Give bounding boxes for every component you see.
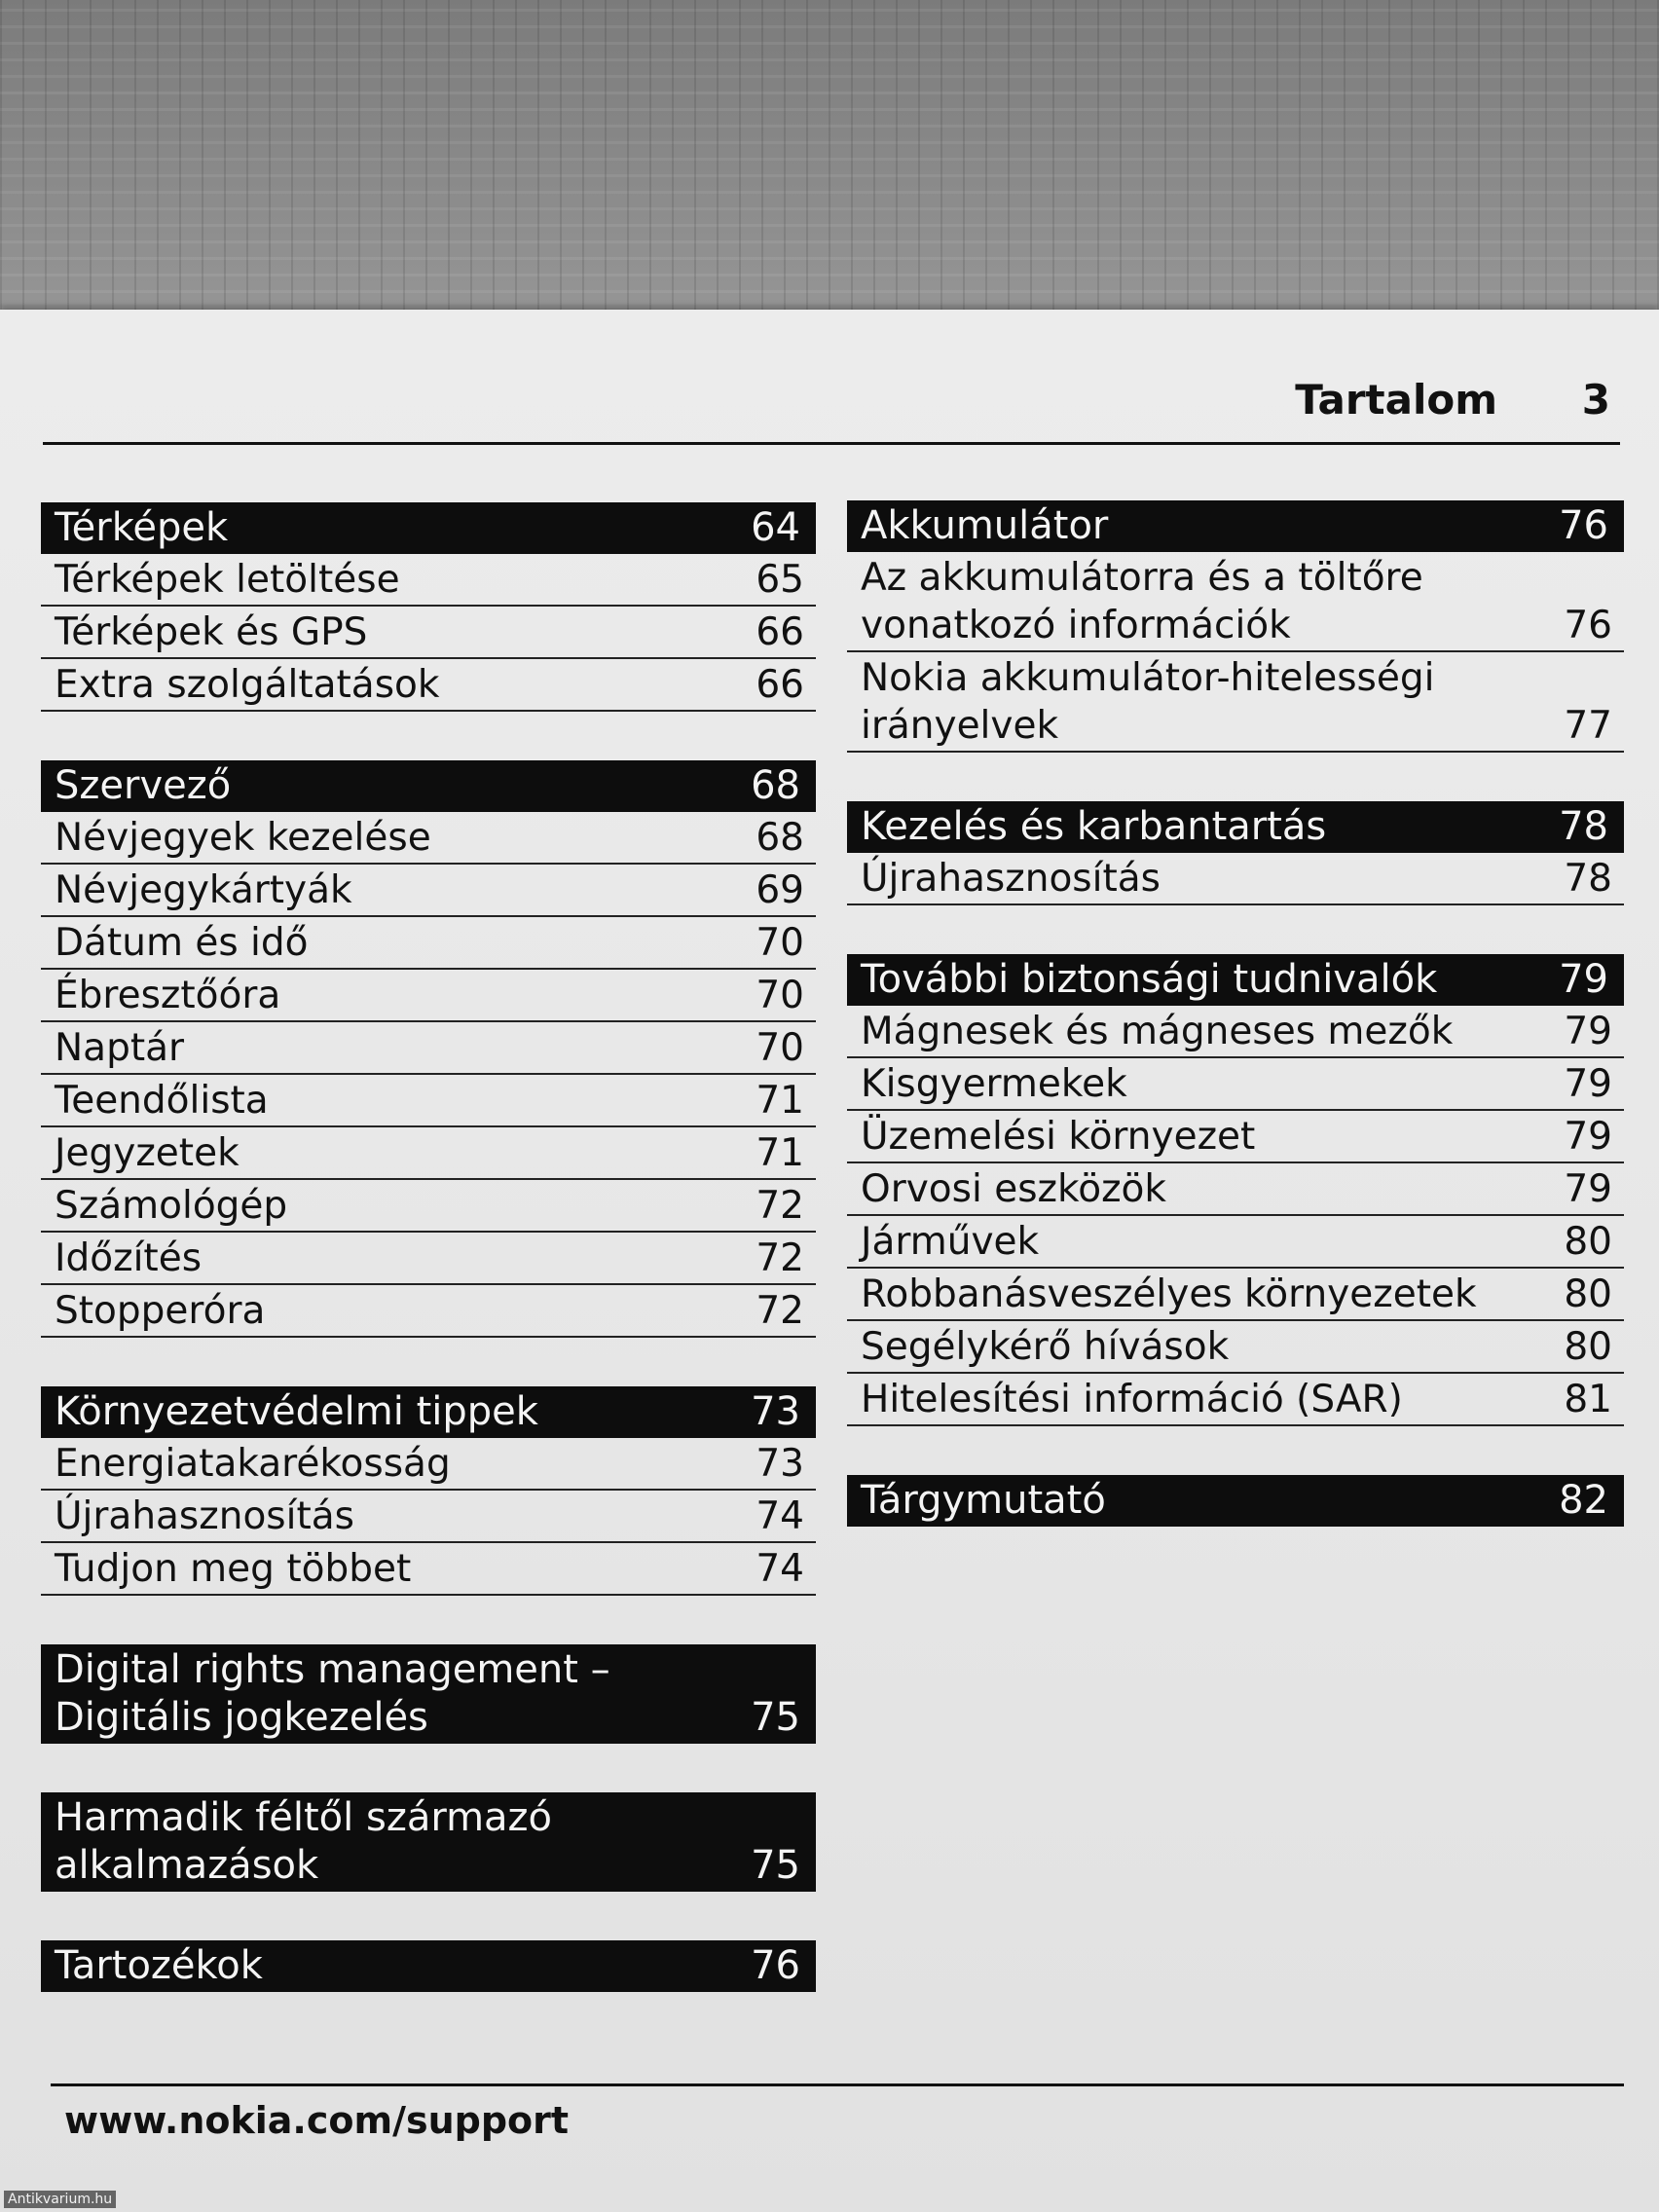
section-title: Kezelés és karbantartás [861, 804, 1327, 849]
toc-item-label: Névjegyek kezelése [55, 816, 431, 860]
toc-item-label: Energiatakarékosság [55, 1442, 451, 1486]
toc-item-label: Számológép [55, 1184, 288, 1228]
toc-item-label: Újrahasznosítás [861, 857, 1161, 901]
toc-item[interactable] [41, 1127, 816, 1180]
section-page: 79 [1559, 957, 1608, 1002]
toc-item-page: 77 [1564, 704, 1612, 748]
toc-item-label: Az akkumulátorra és a töltőre vonatkozó információk [861, 556, 1423, 647]
toc-section [847, 1475, 1624, 1527]
toc-item[interactable] [847, 1269, 1624, 1321]
toc-item[interactable] [847, 1216, 1624, 1269]
toc-item-label: Orvosi eszközök [861, 1167, 1166, 1211]
toc-section-header[interactable] [41, 760, 816, 812]
toc-item-page: 70 [756, 1026, 804, 1070]
toc-item[interactable] [847, 552, 1624, 652]
toc-item-page: 66 [756, 610, 804, 654]
toc-item[interactable] [41, 1543, 816, 1596]
section-page: 68 [751, 763, 800, 808]
toc-item-page: 78 [1564, 857, 1612, 901]
toc-item-label: Hitelesítési információ (SAR) [861, 1378, 1403, 1421]
toc-item[interactable] [41, 1233, 816, 1285]
section-title: Harmadik féltől származó alkalmazások [55, 1795, 553, 1888]
toc-item-label: Térképek letöltése [55, 558, 400, 602]
toc-item-page: 74 [756, 1547, 804, 1591]
toc-section-header[interactable] [847, 801, 1624, 853]
section-page: 73 [751, 1389, 800, 1434]
toc-item-page: 71 [756, 1131, 804, 1175]
toc-item-label: Ébresztőóra [55, 974, 281, 1017]
toc-section-header[interactable] [41, 1792, 816, 1892]
toc-item[interactable] [41, 659, 816, 712]
toc-section [41, 1940, 816, 1992]
toc-section [847, 801, 1624, 905]
toc-item-label: Kisgyermekek [861, 1062, 1127, 1106]
toc-section [41, 1386, 816, 1596]
toc-item-label: Üzemelési környezet [861, 1115, 1256, 1159]
toc-item-page: 80 [1564, 1325, 1612, 1369]
toc-item-page: 79 [1564, 1115, 1612, 1159]
toc-item[interactable] [847, 1058, 1624, 1111]
toc-item-label: Mágnesek és mágneses mezők [861, 1010, 1454, 1053]
footer-divider [51, 2083, 1624, 2086]
toc-item-page: 70 [756, 921, 804, 965]
header-title: Tartalom [1295, 376, 1497, 424]
toc-item-page: 70 [756, 974, 804, 1017]
toc-section [41, 760, 816, 1338]
toc-item[interactable] [41, 1491, 816, 1543]
toc-item-label: Nokia akkumulátor-hitelességi irányelvek [861, 656, 1435, 748]
page-header [43, 368, 1620, 445]
toc-section [41, 1792, 816, 1892]
toc-item-page: 66 [756, 663, 804, 707]
toc-item-page: 68 [756, 816, 804, 860]
toc-item[interactable] [847, 1374, 1624, 1426]
toc-item-page: 72 [756, 1184, 804, 1228]
toc-item-label: Teendőlista [55, 1079, 269, 1123]
toc-item[interactable] [41, 1438, 816, 1491]
toc-item-label: Jegyzetek [55, 1131, 240, 1175]
toc-item-page: 81 [1564, 1378, 1612, 1421]
toc-item[interactable] [41, 812, 816, 865]
toc-item[interactable] [41, 1285, 816, 1338]
toc-section-header[interactable] [847, 1475, 1624, 1527]
section-title: További biztonsági tudnivalók [861, 957, 1438, 1002]
toc-section-header[interactable] [41, 1940, 816, 1992]
section-title: Digital rights management – Digitális jogkezelés [55, 1647, 610, 1740]
toc-right-column [847, 500, 1624, 1575]
toc-item[interactable] [41, 917, 816, 970]
support-url[interactable]: www.nokia.com/support [64, 2099, 570, 2142]
toc-section-header[interactable] [847, 954, 1624, 1006]
toc-left-column [41, 502, 816, 2041]
section-title: Tartozékok [55, 1943, 263, 1988]
section-title: Környezetvédelmi tippek [55, 1389, 538, 1434]
toc-item-label: Névjegykártyák [55, 868, 352, 912]
toc-item[interactable] [41, 1022, 816, 1075]
section-title: Térképek [55, 505, 229, 550]
toc-item-label: Stopperóra [55, 1289, 266, 1333]
toc-item-label: Térképek és GPS [55, 610, 368, 654]
toc-item[interactable] [41, 865, 816, 917]
toc-item-page: 79 [1564, 1167, 1612, 1211]
toc-item-label: Naptár [55, 1026, 185, 1070]
toc-item-page: 79 [1564, 1062, 1612, 1106]
toc-item-label: Robbanásveszélyes környezetek [861, 1272, 1477, 1316]
toc-item-label: Dátum és idő [55, 921, 309, 965]
toc-item-label: Időzítés [55, 1236, 203, 1280]
toc-item[interactable] [847, 652, 1624, 753]
toc-item-page: 73 [756, 1442, 804, 1486]
section-page: 78 [1559, 804, 1608, 849]
toc-section-header[interactable] [41, 1386, 816, 1438]
section-page: 76 [1559, 503, 1608, 548]
toc-item-page: 80 [1564, 1220, 1612, 1264]
toc-item[interactable] [41, 970, 816, 1022]
toc-item-label: Extra szolgáltatások [55, 663, 440, 707]
toc-item-page: 80 [1564, 1272, 1612, 1316]
section-page: 76 [751, 1943, 800, 1988]
watermark: Antikvarium.hu [4, 2191, 116, 2208]
toc-section-header[interactable] [41, 502, 816, 554]
toc-item[interactable] [41, 607, 816, 659]
toc-item-label: Tudjon meg többet [55, 1547, 412, 1591]
toc-item[interactable] [41, 1180, 816, 1233]
toc-item-page: 72 [756, 1289, 804, 1333]
toc-item-page: 76 [1564, 604, 1612, 647]
toc-item[interactable] [847, 1006, 1624, 1058]
toc-item-label: Segélykérő hívások [861, 1325, 1230, 1369]
toc-item-page: 69 [756, 868, 804, 912]
section-page: 75 [751, 1843, 800, 1888]
toc-section [847, 954, 1624, 1426]
background-texture [0, 0, 1659, 310]
toc-item-page: 65 [756, 558, 804, 602]
section-title: Akkumulátor [861, 503, 1109, 548]
toc-item[interactable] [847, 1111, 1624, 1163]
toc-item[interactable] [847, 853, 1624, 905]
toc-section-header[interactable] [41, 1644, 816, 1744]
toc-item[interactable] [41, 1075, 816, 1127]
section-title: Szervező [55, 763, 232, 808]
toc-section [41, 502, 816, 712]
toc-item-label: Járművek [861, 1220, 1040, 1264]
toc-section [41, 1644, 816, 1744]
toc-section-header[interactable] [847, 500, 1624, 552]
toc-item-page: 72 [756, 1236, 804, 1280]
section-title: Tárgymutató [861, 1478, 1106, 1523]
toc-item-label: Újrahasznosítás [55, 1494, 354, 1538]
section-page: 82 [1559, 1478, 1608, 1523]
manual-page [0, 310, 1659, 2212]
section-page: 75 [751, 1695, 800, 1740]
toc-section [847, 500, 1624, 753]
toc-item[interactable] [41, 554, 816, 607]
toc-item[interactable] [847, 1321, 1624, 1374]
section-page: 64 [751, 505, 800, 550]
header-page-number: 3 [1581, 376, 1610, 424]
toc-item[interactable] [847, 1163, 1624, 1216]
toc-item-page: 74 [756, 1494, 804, 1538]
toc-item-page: 79 [1564, 1010, 1612, 1053]
toc-item-page: 71 [756, 1079, 804, 1123]
